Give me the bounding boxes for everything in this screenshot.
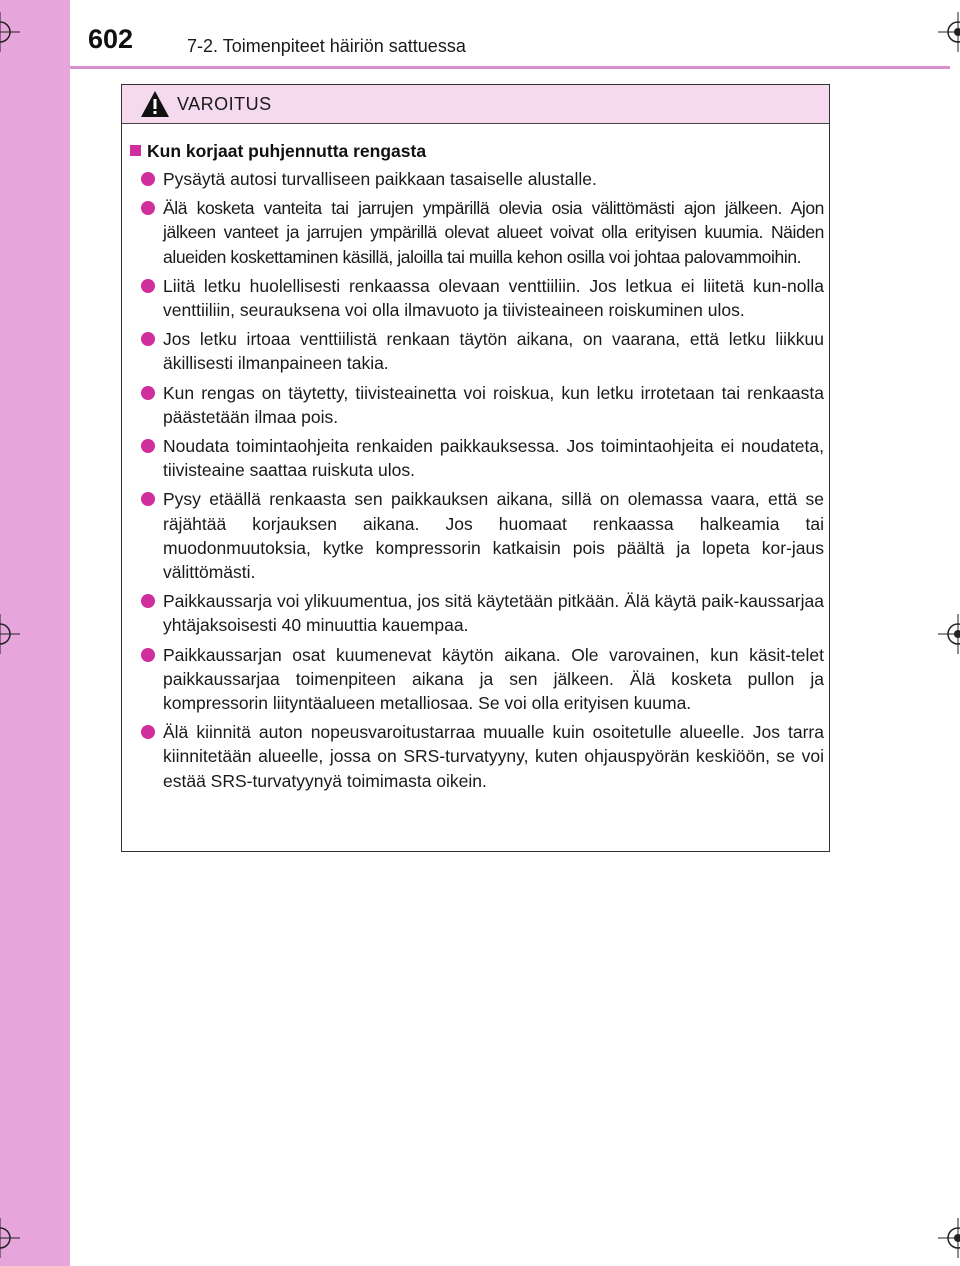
bullet-icon [141, 725, 155, 739]
bullet-icon [141, 594, 155, 608]
registration-mark-icon [938, 1218, 960, 1258]
header-rule [70, 66, 950, 69]
list-item [138, 589, 824, 637]
registration-mark-icon [938, 12, 960, 52]
warning-label: VAROITUS [177, 94, 272, 114]
section-title: 7-2. Toimenpiteet häiriön sattuessa [187, 36, 466, 56]
warning-triangle-icon [140, 90, 170, 118]
list-item-text: Paikkaussarjan osat kuumenevat käytön aikana. Ole varovainen, kun käsit-telet paikkaussarjaa toimenpiteen aikana ja sen jälkeen. Älä kosketa pullon ja kompressorin liityntäalueen metalliosaa. Se voi olla erityisen kuuma. [163, 644, 824, 714]
list-item-text: Jos letku irtoaa venttiilistä renkaan täytön aikana, on vaarana, että letku liikkuu äkillisesti ilmanpaineen takia. [163, 329, 824, 374]
warning-subheading [130, 141, 426, 162]
bullet-icon [141, 492, 155, 506]
list-item [138, 720, 824, 793]
bullet-icon [141, 172, 155, 186]
list-item [138, 196, 824, 269]
bullet-icon [141, 439, 155, 453]
list-item-text: Paikkaussarja voi ylikuumentua, jos sitä käytetään pitkään. Älä käytä paik-kaussarjaa yhtäjaksoisesti 40 minuuttia kauempaa. [163, 591, 824, 636]
bullet-icon [141, 386, 155, 400]
warning-box [121, 84, 830, 852]
list-item [138, 381, 824, 429]
registration-mark-icon [0, 12, 20, 52]
list-item-text: Noudata toimintaohjeita renkaiden paikkauksessa. Jos toimintaohjeita ei noudateta, tiivisteaine saattaa ruiskuta ulos. [163, 436, 824, 481]
square-bullet-icon [130, 145, 141, 156]
list-item-text: Älä kiinnitä auton nopeusvaroitustarraa muualle kuin osoitetulle alueelle. Jos tarra kiinnitetään alueelle, jossa on SRS-turvatyyny, kuten ohjauspyörän keskiöön, se voi estää SRS-turvatyynyä toimimasta oikein. [163, 722, 824, 791]
registration-mark-icon [938, 614, 960, 654]
page-number: 602 [88, 24, 134, 54]
subheading-text: Kun korjaat puhjennutta rengasta [147, 141, 427, 161]
registration-mark-icon [0, 1218, 20, 1258]
list-item [138, 434, 824, 482]
list-item-text: Kun rengas on täytetty, tiivisteainetta voi roiskua, kun letku irrotetaan tai renkaasta päästetään ilmaa pois. [163, 382, 824, 427]
list-item [138, 487, 824, 584]
warning-list [138, 167, 824, 798]
list-item-text: Pysäytä autosi turvalliseen paikkaan tasaiselle alustalle. [163, 169, 597, 189]
list-item-text: Pysy etäällä renkaasta sen paikkauksen aikana, sillä on olemassa vaara, että se räjähtää korjauksen aikana. Jos huomaat renkaassa halkeamia tai muodonmuutoksia, kytke kompressorin katkaisin pois päältä ja lopeta kor-jaus välittömästi. [163, 489, 824, 583]
list-item-text: Älä kosketa vanteita tai jarrujen ympärillä olevia osia välittömästi ajon jälkeen. Ajon jälkeen vanteet ja jarrujen ympärillä olevat alueet voivat olla erityisen kuumia. Näiden alueiden koskettaminen käsillä, jaloilla tai muilla kehon osilla voi johtaa palovammoihin. [163, 198, 824, 267]
list-item [138, 274, 824, 322]
bullet-icon [141, 332, 155, 346]
list-item [138, 643, 824, 716]
registration-mark-icon [0, 614, 20, 654]
warning-header [122, 85, 829, 124]
bullet-icon [141, 279, 155, 293]
bullet-icon [141, 648, 155, 662]
bullet-icon [141, 201, 155, 215]
list-item [138, 167, 824, 191]
list-item [138, 327, 824, 375]
list-item-text: Liitä letku huolellisesti renkaassa olevaan venttiiliin. Jos letkua ei liitetä kun-nolla venttiiliin, seurauksena voi olla ilmavuoto ja tiivisteaineen roiskuminen ulos. [163, 275, 824, 321]
